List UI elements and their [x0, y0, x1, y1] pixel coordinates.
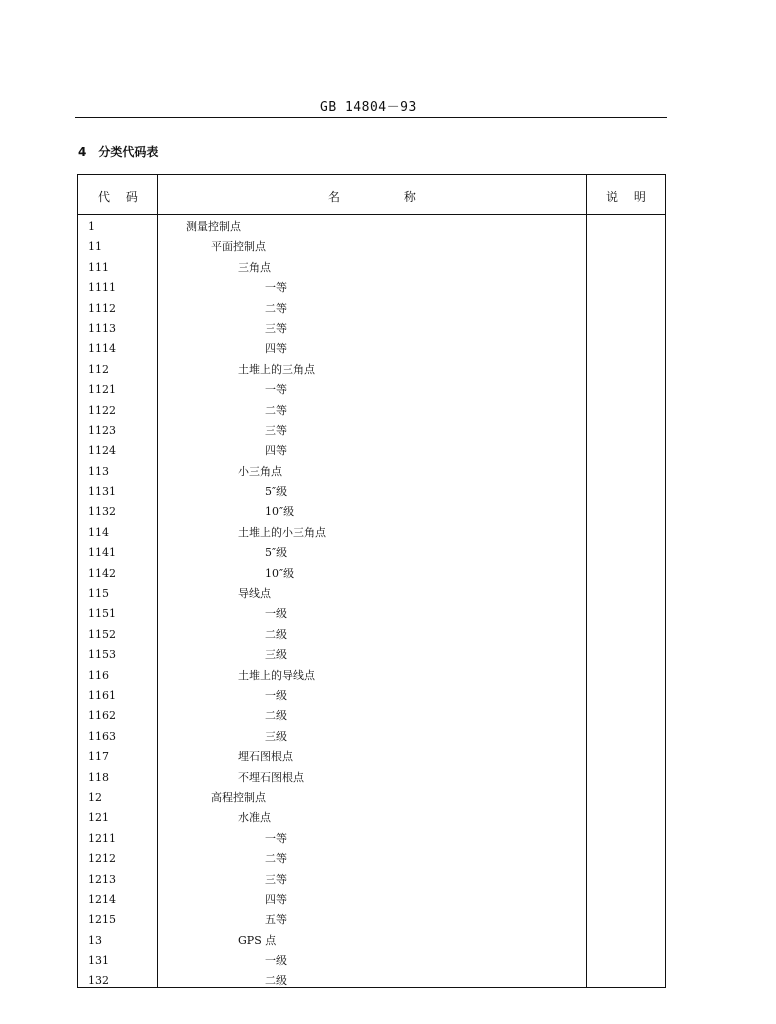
header-row-rule: [78, 214, 665, 215]
row-code: 118: [88, 770, 109, 784]
row-name: 四等: [265, 444, 287, 458]
row-code: 111: [88, 260, 109, 274]
row-name: 三级: [265, 729, 287, 743]
row-name: 土堆上的三角点: [238, 362, 315, 376]
row-code: 1153: [88, 648, 116, 662]
row-name: 五等: [265, 913, 287, 927]
table-row: [78, 360, 665, 380]
section-heading: [78, 143, 158, 160]
table-row: [78, 421, 665, 441]
row-code: 1141: [88, 546, 116, 560]
table-row: [78, 462, 665, 482]
row-code: 1114: [88, 342, 116, 356]
row-name: 5″级: [265, 546, 288, 560]
row-code: 117: [88, 750, 109, 764]
row-code: 1142: [88, 566, 116, 580]
table-row: [78, 502, 665, 522]
table-row: [78, 584, 665, 604]
row-name: 平面控制点: [211, 240, 266, 254]
column-header-code: 代 码: [98, 190, 138, 204]
row-code: 112: [88, 362, 109, 376]
row-name: 高程控制点: [211, 790, 266, 804]
row-code: 1112: [88, 301, 116, 315]
table-row: [78, 543, 665, 563]
row-code: 121: [88, 811, 109, 825]
table-row: [78, 788, 665, 808]
row-name: 四等: [265, 892, 287, 906]
row-code: 114: [88, 525, 109, 539]
row-name: 一等: [265, 383, 287, 397]
row-code: 1215: [88, 913, 116, 927]
row-name: 一级: [265, 954, 287, 968]
row-code: 1214: [88, 892, 116, 906]
table-row: [78, 299, 665, 319]
table-row: [78, 666, 665, 686]
row-name: 一级: [265, 607, 287, 621]
table-row: [78, 971, 665, 991]
row-code: 131: [88, 954, 109, 968]
row-name: 三等: [265, 872, 287, 886]
row-code: 1132: [88, 505, 116, 519]
row-code: 1122: [88, 403, 116, 417]
classification-code-table: [77, 174, 666, 988]
table-row: [78, 727, 665, 747]
row-name: 三级: [265, 648, 287, 662]
table-row: [78, 747, 665, 767]
row-code: 116: [88, 668, 109, 682]
row-name: 埋石图根点: [238, 750, 293, 764]
row-name: 二级: [265, 709, 287, 723]
table-row: [78, 870, 665, 890]
row-name: 10″级: [265, 505, 295, 519]
row-code: 1163: [88, 729, 116, 743]
table-row: [78, 849, 665, 869]
table-row: [78, 278, 665, 298]
table-row: [78, 380, 665, 400]
row-code: 115: [88, 587, 109, 601]
table-row: [78, 931, 665, 951]
row-name: 二等: [265, 301, 287, 315]
row-code: 1113: [88, 321, 116, 335]
row-code: 1161: [88, 688, 116, 702]
table-row: [78, 564, 665, 584]
row-code: 1152: [88, 627, 116, 641]
row-code: 132: [88, 974, 109, 988]
row-code: 1111: [88, 281, 116, 295]
row-name: 水准点: [238, 811, 271, 825]
row-code: 1121: [88, 383, 116, 397]
row-code: 13: [88, 933, 102, 947]
row-name: 小三角点: [238, 464, 282, 478]
row-name: 三等: [265, 423, 287, 437]
table-row: [78, 768, 665, 788]
row-name: 土堆上的导线点: [238, 668, 315, 682]
table-row: [78, 319, 665, 339]
row-name: 二等: [265, 852, 287, 866]
header-rule: [75, 117, 667, 118]
section-number: 4: [78, 145, 87, 159]
row-name: 测量控制点: [186, 220, 241, 233]
table-row: [78, 523, 665, 543]
row-name: GPS 点: [238, 933, 277, 947]
table-row: [78, 829, 665, 849]
table-row: [78, 890, 665, 910]
row-name: 四等: [265, 342, 287, 356]
table-row: [78, 706, 665, 726]
column-header-name: 名 称: [328, 190, 416, 204]
row-name: 二级: [265, 627, 287, 641]
row-code: 1211: [88, 831, 116, 845]
document-header: GB 14804－93: [320, 100, 417, 115]
row-code: 1162: [88, 709, 116, 723]
row-name: 一级: [265, 688, 287, 702]
row-name: 土堆上的小三角点: [238, 525, 326, 539]
row-name: 二等: [265, 403, 287, 417]
column-header-note: 说 明: [606, 190, 646, 204]
row-name: 二级: [265, 974, 287, 988]
row-name: 三等: [265, 321, 287, 335]
table-row: [78, 258, 665, 278]
table-row: [78, 441, 665, 461]
table-row: [78, 237, 665, 257]
row-code: 1124: [88, 444, 116, 458]
table-row: [78, 625, 665, 645]
row-code: 12: [88, 790, 102, 804]
row-name: 一等: [265, 281, 287, 295]
table-row: [78, 482, 665, 502]
table-row: [78, 951, 665, 971]
row-name: 一等: [265, 831, 287, 845]
row-code: 1123: [88, 423, 116, 437]
row-code: 1212: [88, 852, 116, 866]
table-row: [78, 808, 665, 828]
table-body: [78, 217, 665, 992]
table-row: [78, 686, 665, 706]
row-code: 1: [88, 220, 95, 233]
table-row: [78, 604, 665, 624]
table-row: [78, 401, 665, 421]
row-name: 5″级: [265, 485, 288, 499]
table-row: [78, 339, 665, 359]
row-code: 1151: [88, 607, 116, 621]
row-name: 导线点: [238, 587, 271, 601]
row-code: 1213: [88, 872, 116, 886]
row-name: 三角点: [238, 260, 271, 274]
row-code: 113: [88, 464, 109, 478]
row-code: 11: [88, 240, 102, 254]
table-row: [78, 645, 665, 665]
table-row: [78, 910, 665, 930]
row-name: 不埋石图根点: [238, 770, 304, 784]
table-row: [78, 217, 665, 237]
row-name: 10″级: [265, 566, 295, 580]
section-title: 分类代码表: [98, 145, 159, 159]
row-code: 1131: [88, 485, 116, 499]
